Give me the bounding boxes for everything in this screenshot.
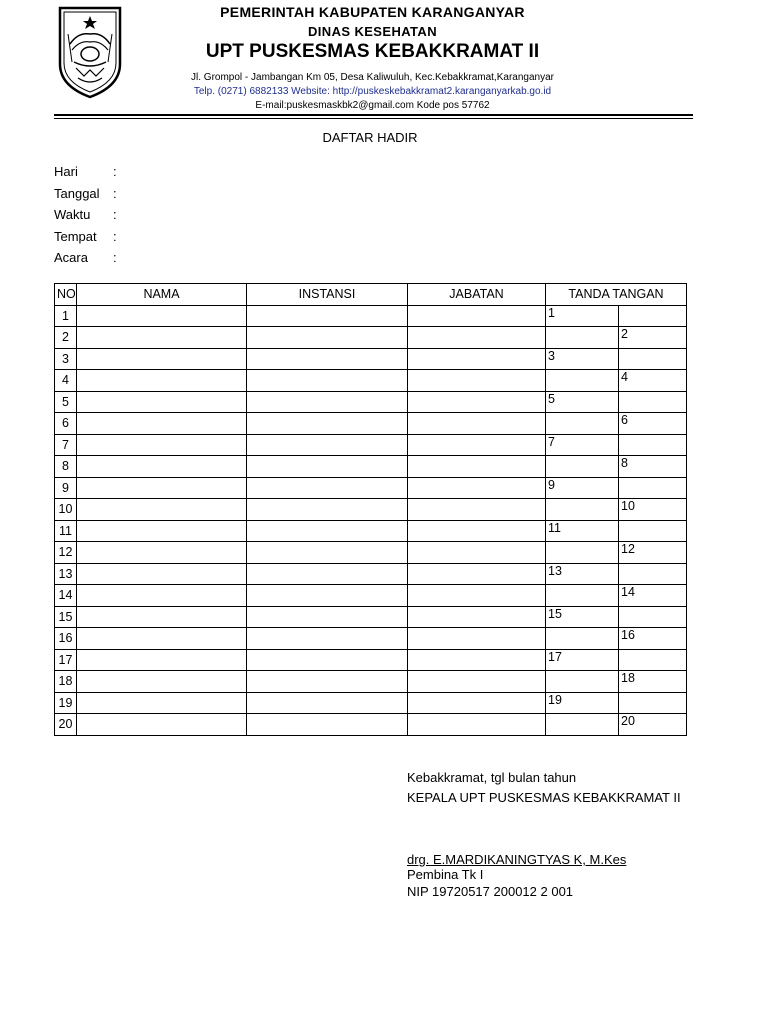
- table-row: [55, 391, 687, 413]
- signature-position: KEPALA UPT PUSKESMAS KEBAKKRAMAT II: [407, 790, 681, 805]
- signature-name: drg. E.MARDIKANINGTYAS K, M.Kes: [407, 852, 627, 867]
- cell-nama: [77, 628, 247, 650]
- cell-jabatan: [408, 520, 546, 542]
- signature-rank: Pembina Tk I: [407, 867, 484, 882]
- signature-slot-right: 8: [619, 456, 687, 478]
- header-department: DINAS KESEHATAN: [307, 24, 438, 39]
- table-row: [55, 628, 687, 650]
- signature-slot-left: 17: [546, 649, 619, 671]
- cell-instansi: [247, 391, 408, 413]
- header-address: Jl. Grompol - Jambangan Km 05, Desa Kaliwuluh, Kec.Kebakkramat,Karanganyar: [191, 72, 554, 83]
- cell-nama: [77, 477, 247, 499]
- cell-nama: [77, 348, 247, 370]
- table-row: [55, 413, 687, 435]
- header-divider-thin: [54, 118, 693, 119]
- row-number: 3: [55, 348, 77, 370]
- table-row: [55, 305, 687, 327]
- document-title: DAFTAR HADIR: [322, 130, 418, 145]
- field-label: Tempat: [54, 229, 97, 244]
- header-contact: Telp. (0271) 6882133 Website: http://puskeskebakkramat2.karanganyarkab.go.id: [193, 86, 552, 97]
- table-row: [55, 563, 687, 585]
- cell-nama: [77, 606, 247, 628]
- field-label: Waktu: [54, 207, 91, 222]
- signature-slot-right: [619, 305, 687, 327]
- cell-nama: [77, 327, 247, 349]
- signature-slot-left: [546, 671, 619, 693]
- cell-nama: [77, 456, 247, 478]
- field-acara: [54, 250, 117, 265]
- table-row: [55, 692, 687, 714]
- row-number: 19: [55, 692, 77, 714]
- row-number: 9: [55, 477, 77, 499]
- signature-slot-left: 15: [546, 606, 619, 628]
- signature-slot-right: 2: [619, 327, 687, 349]
- signature-slot-left: [546, 413, 619, 435]
- field-label: Hari: [54, 164, 78, 179]
- cell-jabatan: [408, 542, 546, 564]
- signature-slot-right: [619, 606, 687, 628]
- table-row: [55, 671, 687, 693]
- signature-slot-right: 20: [619, 714, 687, 736]
- field-waktu: [54, 207, 117, 222]
- table-row: [55, 348, 687, 370]
- row-number: 10: [55, 499, 77, 521]
- signature-slot-right: [619, 434, 687, 456]
- signature-slot-left: 1: [546, 305, 619, 327]
- cell-jabatan: [408, 456, 546, 478]
- cell-jabatan: [408, 649, 546, 671]
- cell-instansi: [247, 563, 408, 585]
- col-header-no: NO: [55, 284, 77, 306]
- cell-jabatan: [408, 370, 546, 392]
- cell-nama: [77, 671, 247, 693]
- col-header-jabatan: JABATAN: [408, 284, 546, 306]
- table-row: [55, 649, 687, 671]
- cell-instansi: [247, 456, 408, 478]
- cell-instansi: [247, 671, 408, 693]
- cell-jabatan: [408, 692, 546, 714]
- cell-jabatan: [408, 499, 546, 521]
- table-row: [55, 520, 687, 542]
- signature-place-date: Kebakkramat, tgl bulan tahun: [407, 770, 577, 785]
- cell-jabatan: [408, 563, 546, 585]
- field-separator: :: [113, 229, 117, 244]
- cell-nama: [77, 542, 247, 564]
- signature-slot-left: 11: [546, 520, 619, 542]
- cell-instansi: [247, 714, 408, 736]
- table-row: [55, 456, 687, 478]
- cell-instansi: [247, 692, 408, 714]
- cell-nama: [77, 499, 247, 521]
- signature-slot-left: 13: [546, 563, 619, 585]
- signature-slot-right: 18: [619, 671, 687, 693]
- row-number: 15: [55, 606, 77, 628]
- cell-nama: [77, 585, 247, 607]
- header-institution: UPT PUSKESMAS KEBAKKRAMAT II: [205, 41, 540, 62]
- table-row: [55, 327, 687, 349]
- header-divider-thick: [54, 114, 693, 116]
- cell-jabatan: [408, 305, 546, 327]
- cell-jabatan: [408, 391, 546, 413]
- row-number: 7: [55, 434, 77, 456]
- header-government: PEMERINTAH KABUPATEN KARANGANYAR: [220, 4, 525, 20]
- signature-slot-right: [619, 477, 687, 499]
- cell-instansi: [247, 434, 408, 456]
- field-separator: :: [113, 207, 117, 222]
- signature-slot-left: 19: [546, 692, 619, 714]
- cell-nama: [77, 714, 247, 736]
- signature-slot-right: [619, 391, 687, 413]
- field-separator: :: [113, 250, 117, 265]
- signature-slot-right: 10: [619, 499, 687, 521]
- row-number: 2: [55, 327, 77, 349]
- field-separator: :: [113, 186, 117, 201]
- field-separator: :: [113, 164, 117, 179]
- row-number: 11: [55, 520, 77, 542]
- row-number: 14: [55, 585, 77, 607]
- cell-jabatan: [408, 348, 546, 370]
- signature-slot-left: [546, 499, 619, 521]
- field-label: Tanggal: [54, 186, 100, 201]
- signature-slot-right: 16: [619, 628, 687, 650]
- cell-instansi: [247, 585, 408, 607]
- cell-nama: [77, 520, 247, 542]
- cell-instansi: [247, 327, 408, 349]
- cell-instansi: [247, 499, 408, 521]
- cell-nama: [77, 434, 247, 456]
- field-tanggal: [54, 186, 117, 201]
- row-number: 12: [55, 542, 77, 564]
- row-number: 17: [55, 649, 77, 671]
- signature-slot-left: 5: [546, 391, 619, 413]
- signature-slot-left: [546, 327, 619, 349]
- signature-slot-right: 6: [619, 413, 687, 435]
- cell-instansi: [247, 606, 408, 628]
- signature-slot-left: 3: [546, 348, 619, 370]
- row-number: 5: [55, 391, 77, 413]
- row-number: 6: [55, 413, 77, 435]
- cell-jabatan: [408, 585, 546, 607]
- table-header-row: [55, 284, 687, 306]
- signature-slot-left: [546, 456, 619, 478]
- field-hari: [54, 164, 117, 179]
- signature-slot-left: [546, 370, 619, 392]
- signature-slot-right: [619, 563, 687, 585]
- signature-slot-right: [619, 520, 687, 542]
- signature-slot-left: [546, 542, 619, 564]
- attendance-table: [54, 283, 687, 736]
- signature-slot-right: [619, 348, 687, 370]
- signature-slot-left: 7: [546, 434, 619, 456]
- signature-slot-right: [619, 649, 687, 671]
- row-number: 8: [55, 456, 77, 478]
- cell-instansi: [247, 413, 408, 435]
- regency-emblem-logo: [54, 4, 126, 100]
- field-label: Acara: [54, 250, 88, 265]
- table-row: [55, 370, 687, 392]
- signature-slot-right: [619, 692, 687, 714]
- cell-jabatan: [408, 327, 546, 349]
- cell-nama: [77, 305, 247, 327]
- table-row: [55, 714, 687, 736]
- cell-nama: [77, 649, 247, 671]
- table-row: [55, 477, 687, 499]
- cell-jabatan: [408, 477, 546, 499]
- signature-nip: NIP 19720517 200012 2 001: [407, 884, 574, 899]
- cell-instansi: [247, 477, 408, 499]
- col-header-nama: NAMA: [77, 284, 247, 306]
- signature-slot-right: 12: [619, 542, 687, 564]
- cell-nama: [77, 692, 247, 714]
- cell-instansi: [247, 542, 408, 564]
- signature-slot-left: [546, 585, 619, 607]
- cell-instansi: [247, 628, 408, 650]
- cell-nama: [77, 563, 247, 585]
- cell-instansi: [247, 520, 408, 542]
- cell-nama: [77, 391, 247, 413]
- cell-jabatan: [408, 714, 546, 736]
- row-number: 13: [55, 563, 77, 585]
- cell-jabatan: [408, 413, 546, 435]
- cell-nama: [77, 370, 247, 392]
- cell-instansi: [247, 305, 408, 327]
- cell-instansi: [247, 348, 408, 370]
- signature-slot-left: [546, 628, 619, 650]
- row-number: 16: [55, 628, 77, 650]
- table-row: [55, 542, 687, 564]
- signature-slot-right: 14: [619, 585, 687, 607]
- cell-jabatan: [408, 606, 546, 628]
- field-tempat: [54, 229, 117, 244]
- cell-nama: [77, 413, 247, 435]
- cell-instansi: [247, 370, 408, 392]
- cell-instansi: [247, 649, 408, 671]
- header-email: E-mail:puskesmaskbk2@gmail.com Kode pos 57762: [255, 100, 490, 111]
- row-number: 18: [55, 671, 77, 693]
- col-header-tanda-tangan: TANDA TANGAN: [546, 284, 687, 306]
- cell-jabatan: [408, 628, 546, 650]
- table-row: [55, 499, 687, 521]
- row-number: 1: [55, 305, 77, 327]
- signature-slot-left: [546, 714, 619, 736]
- table-row: [55, 606, 687, 628]
- signature-slot-right: 4: [619, 370, 687, 392]
- cell-jabatan: [408, 434, 546, 456]
- row-number: 4: [55, 370, 77, 392]
- row-number: 20: [55, 714, 77, 736]
- signature-slot-left: 9: [546, 477, 619, 499]
- col-header-instansi: INSTANSI: [247, 284, 408, 306]
- table-row: [55, 585, 687, 607]
- cell-jabatan: [408, 671, 546, 693]
- table-row: [55, 434, 687, 456]
